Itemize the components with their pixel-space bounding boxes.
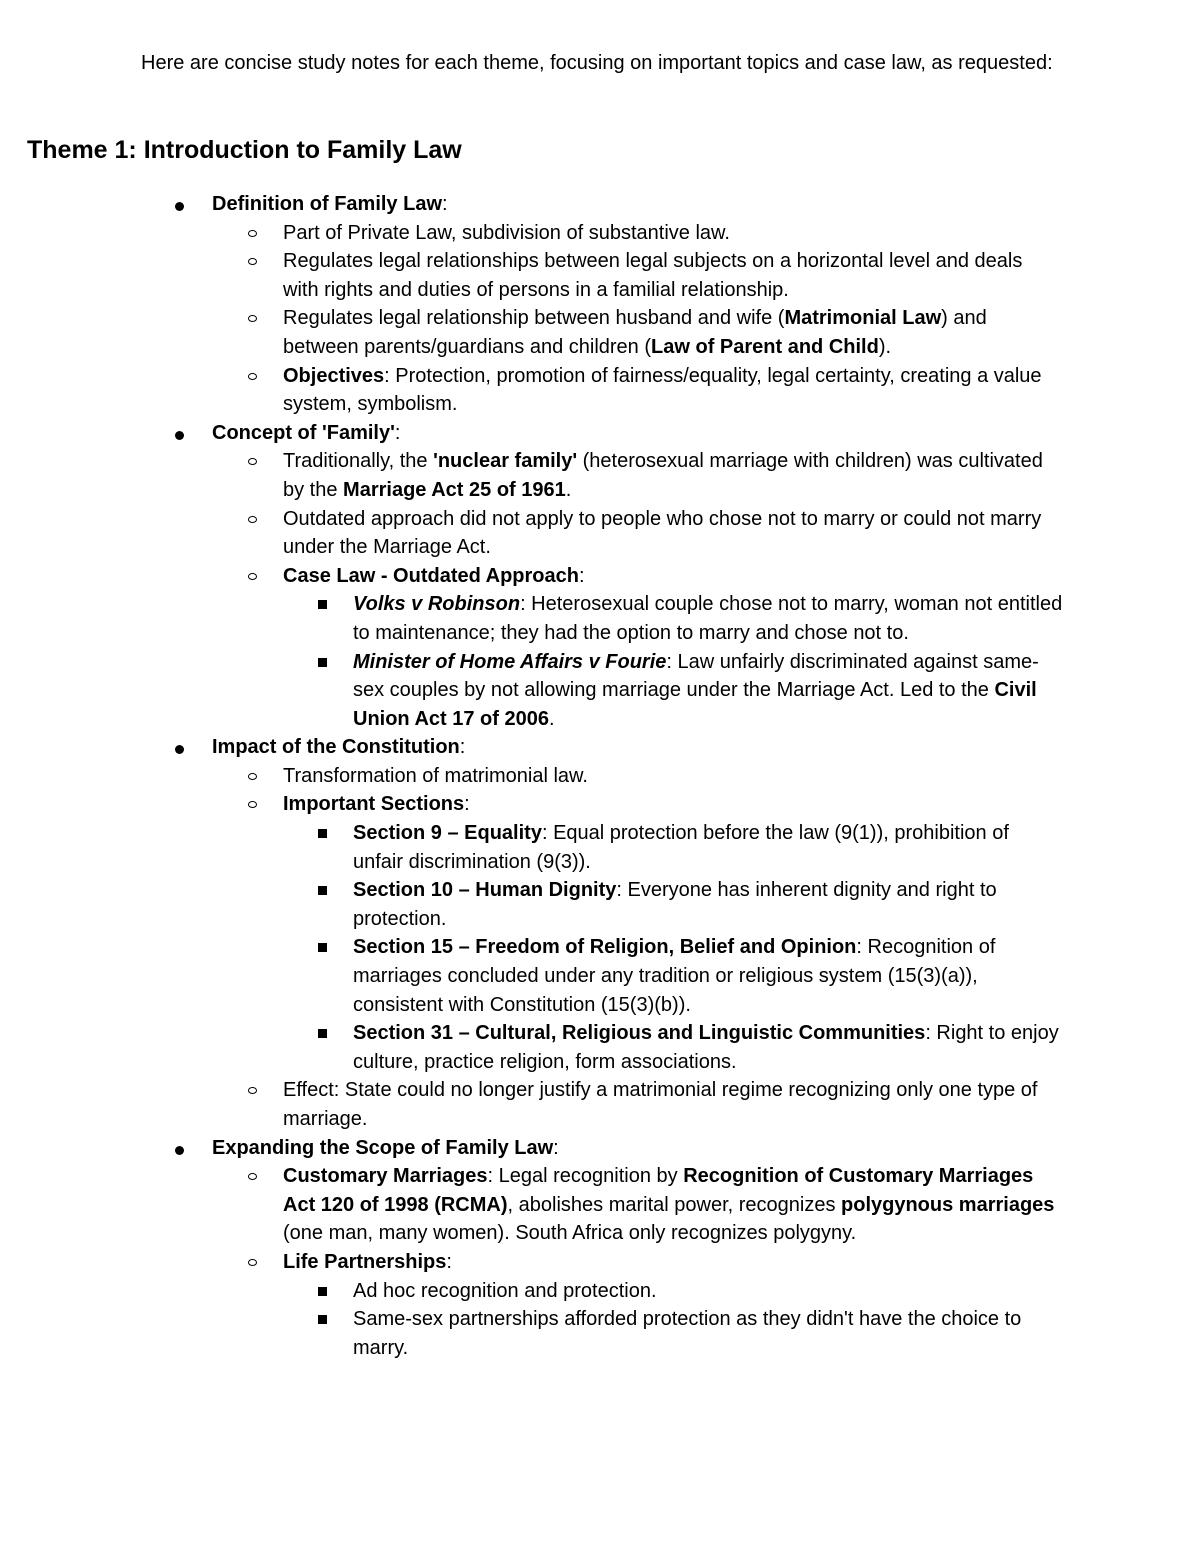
bullet-title: Impact of the Constitution: [212, 736, 460, 759]
sub-bullet: [0, 762, 1100, 791]
bullet-title: Concept of 'Family': [212, 421, 395, 444]
section-item: [0, 819, 1100, 876]
disc-bullet-icon: [175, 745, 184, 754]
circle-bullet-icon: [248, 1259, 257, 1266]
sub-list: [212, 1162, 1100, 1362]
sections-list: [283, 819, 1100, 1076]
square-bullet-icon: [318, 943, 327, 952]
square-bullet-icon: [318, 1315, 327, 1324]
sub-list: [212, 219, 1100, 419]
sub-bullet: [0, 247, 1100, 304]
square-bullet-icon: [318, 1287, 327, 1296]
sub-bullet: [0, 362, 1100, 419]
polygynous-term: polygynous marriages: [841, 1193, 1055, 1216]
section-text: Section 31 – Cultural, Religious and Linguistic Communities: Right to enjoy culture, practice religion, form associations.: [353, 1022, 1059, 1073]
bullet-title: Expanding the Scope of Family Law: [212, 1136, 554, 1159]
sub-bullet: [0, 219, 1100, 248]
section-label: Section 15 – Freedom of Religion, Belief and Opinion: [353, 936, 857, 959]
parent-child-law-term: Law of Parent and Child: [651, 335, 879, 358]
sub-bullet: Life Partnerships: Ad hoc recognition and protection. Same-sex partnerships afforded protection as they didn't have the choice to marry.: [0, 1248, 1100, 1362]
case-name: Volks v Robinson: [353, 593, 521, 616]
case-text: Minister of Home Affairs v Fourie: Law unfairly discriminated against same-sex couples by not allowing marriage under the Marriage Act. Led to the Civil Union Act 17 of 2006.: [353, 650, 1039, 730]
disc-bullet-icon: [175, 1146, 184, 1155]
sub-bullet: Case Law - Outdated Approach: Volks v Robinson: Heterosexual couple chose not to marry, woman not entitled to maintenance; they had the option to marry and chose not to. Minister of Home Affairs v Fourie: Law unfairly discriminated against same-sex couples by not allowing marriage under the Marriage Act. Led to the Civil Union Act 17 of 2006.: [0, 562, 1100, 734]
colon: :: [442, 193, 448, 215]
customary-marriages-label: Customary Marriages: [283, 1165, 488, 1188]
matrimonial-law-term: Matrimonial Law: [784, 307, 942, 330]
circle-bullet-icon: [248, 373, 257, 380]
sub-bullet-text: Part of Private Law, subdivision of substantive law.: [283, 221, 730, 244]
colon: :: [553, 1136, 559, 1159]
circle-bullet-icon: [248, 573, 257, 580]
sub-bullet-text: Effect: State could no longer justify a matrimonial regime recognizing only one type of marriage.: [283, 1079, 1038, 1130]
circle-bullet-icon: [248, 801, 257, 808]
life-partnerships-label: Life Partnerships: [283, 1250, 447, 1273]
partnership-text: Ad hoc recognition and protection.: [353, 1279, 657, 1302]
square-bullet-icon: [318, 886, 327, 895]
section-item: [0, 1019, 1100, 1076]
sub-bullet-text: Regulates legal relationship between husband and wife (Matrimonial Law) and between parents/guardians and children (Law of Parent and Child).: [283, 307, 987, 358]
rcma-term: Recognition of Customary Marriages Act 120 of 1998 (RCMA): [283, 1165, 1034, 1216]
square-bullet-icon: [318, 1029, 327, 1038]
sub-bullet-text: Objectives: Protection, promotion of fairness/equality, legal certainty, creating a value system, symbolism.: [283, 364, 1042, 416]
sub-list: [212, 762, 1100, 1134]
case-law-label: Case Law - Outdated Approach: [283, 564, 579, 587]
bullet-definition-of-family-law: [0, 190, 1100, 419]
circle-bullet-icon: [248, 230, 257, 237]
nuclear-family-term: 'nuclear family': [433, 450, 578, 473]
sub-bullet: [0, 1162, 1100, 1248]
sub-bullet: [0, 447, 1100, 504]
sub-bullet-text: Transformation of matrimonial law.: [283, 764, 588, 787]
civil-union-act-term: Civil Union Act 17 of 2006: [353, 679, 1037, 730]
circle-bullet-icon: [248, 516, 257, 523]
colon: :: [394, 421, 401, 444]
section-item: [0, 933, 1100, 1019]
circle-bullet-icon: [248, 315, 257, 322]
section-item: [0, 876, 1100, 933]
section-text: Section 10 – Human Dignity: Everyone has inherent dignity and right to protection.: [353, 879, 997, 930]
bullet-expanding-scope: [0, 1134, 1100, 1363]
case-text: Volks v Robinson: Heterosexual couple chose not to marry, woman not entitled to maintenance; they had the option to marry and chose not to.: [353, 593, 1063, 644]
bullet-concept-of-family: [0, 419, 1100, 734]
circle-bullet-icon: [248, 1173, 257, 1180]
main-bullet-list: [0, 190, 1100, 1362]
disc-bullet-icon: [175, 202, 184, 211]
marriage-act-term: Marriage Act 25 of 1961: [343, 478, 566, 501]
section-label: Section 31 – Cultural, Religious and Linguistic Communities: [353, 1022, 926, 1045]
partnership-item: [0, 1277, 1100, 1306]
section-label: Section 10 – Human Dignity: [353, 879, 617, 902]
square-bullet-icon: [318, 829, 327, 838]
intro-paragraph: Here are concise study notes for each theme, focusing on important topics and case law, as requested:: [141, 52, 1053, 74]
sub-list: [212, 447, 1100, 733]
sub-bullet: Important Sections: Section 9 – Equality: Equal protection before the law (9(1)), prohibition of unfair discrimination (9(3)). Section 10 – Human Dignity: Everyone has inherent dignity and right to protection. Section 15 – Freedom of Religion, Belief and Opinion: Recognition of marriages concluded under any tradition or religious system (15(3)(a)), consistent with Constitution (15(3)(b)). Section 31 – Cultural, Religious and Linguistic Communities: Right to enjoy culture, practice religion, form associations.: [0, 790, 1100, 1076]
sub-bullet-text: Customary Marriages: Legal recognition by Recognition of Customary Marriages Act 120 of 1998 (RCMA), abolishes marital power, recognizes polygynous marriages (one man, many women). South Africa only recognizes polygyny.: [283, 1165, 1055, 1245]
disc-bullet-icon: [175, 431, 184, 440]
colon: :: [459, 736, 466, 759]
sub-bullet: [0, 1076, 1100, 1133]
circle-bullet-icon: [248, 258, 257, 265]
case-item: [0, 590, 1100, 647]
circle-bullet-icon: [248, 458, 257, 465]
partnerships-list: [283, 1277, 1100, 1363]
square-bullet-icon: [318, 600, 327, 609]
circle-bullet-icon: [248, 773, 257, 780]
section-text: Section 9 – Equality: Equal protection before the law (9(1)), prohibition of unfair discrimination (9(3)).: [353, 822, 1009, 873]
case-list: [283, 590, 1100, 733]
sub-bullet: [0, 304, 1100, 361]
bullet-impact-of-constitution: [0, 733, 1100, 1133]
section-text: Section 15 – Freedom of Religion, Belief and Opinion: Recognition of marriages concluded under any tradition or religious system (15(3)(a)), consistent with Constitution (15(3)(b)).: [353, 936, 996, 1016]
sub-bullet-text: Regulates legal relationships between legal subjects on a horizontal level and deals with rights and duties of persons in a familial relationship.: [283, 250, 1023, 301]
theme-heading: Theme 1: Introduction to Family Law: [27, 136, 462, 164]
partnership-text: Same-sex partnerships afforded protection as they didn't have the choice to marry.: [353, 1308, 1022, 1359]
sub-bullet-text: Traditionally, the 'nuclear family' (heterosexual marriage with children) was cultivated by the Marriage Act 25 of 1961.: [283, 450, 1043, 501]
square-bullet-icon: [318, 658, 327, 667]
sub-bullet: [0, 505, 1100, 562]
section-label: Section 9 – Equality: [353, 822, 542, 845]
bullet-title: Definition of Family Law: [212, 193, 443, 215]
sub-bullet-text: Outdated approach did not apply to people who chose not to marry or could not marry under the Marriage Act.: [283, 507, 1042, 559]
case-name: Minister of Home Affairs v Fourie: [353, 650, 667, 673]
important-sections-label: Important Sections: [283, 793, 465, 816]
objectives-label: Objectives: [283, 364, 385, 387]
case-item: [0, 648, 1100, 734]
circle-bullet-icon: [248, 1087, 257, 1094]
partnership-item: [0, 1305, 1100, 1362]
